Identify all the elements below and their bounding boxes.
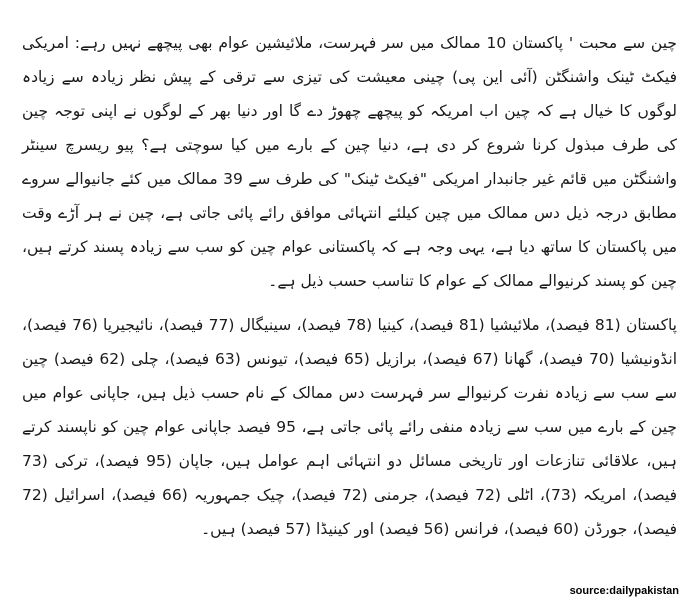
source-credit: source:dailypakistan <box>569 585 679 597</box>
article-paragraph-country-lists: پاکستان (81 فیصد)، ملائیشیا (81 فیصد)، کینیا (78 فیصد)، سینیگال (77 فیصد)، نائیجیریا (76 فیصد)، انڈونیشیا (70 فیصد)، گھانا (67 فیصد)، برازیل (65 فیصد)، تیونس (63 فیصد)، چلی (62 فیصد) چین سے سب سے زیادہ نفرت کرنیوالے سر فہرست دس ممالک کے نام حسب ذیل ہیں، جاپانی عوام میں چین کے بارے میں سب سے زیادہ منفی رائے پائی جاتی ہے، 95 فیصد جاپانی عوام چین کو ناپسند کرتے ہیں، علاقائی تنازعات اور تاریخی مسائل دو انتہائی اہم عوامل ہیں، جاپان (95 فیصد)، ترکی (73 فیصد)، امریکہ (73)، اٹلی (72 فیصد)، جرمنی (72 فیصد)، چیک جمہوریہ (66 فیصد)، اسرائیل (72 فیصد)، جورڈن (60 فیصد)، فرانس (56 فیصد) اور کینیڈا (57 فیصد) ہیں۔ <box>22 316 677 538</box>
article-paragraph-intro: چین سے محبت ' پاکستان 10 ممالک میں سر فہرست، ملائیشین عوام بھی پیچھے نہیں رہے: امریکی فیکٹ ٹینک واشنگٹن (آئی این پی) چینی معیشت کی تیزی سے ترقی کے پیش نظر زیادہ سے زیادہ لوگوں کا خیال ہے کہ چین اب امریکہ کو پیچھے چھوڑ دے گا اور دنیا بھر کے لوگوں نے اپنی توجہ چین کی طرف مبذول کرنا شروع کر دی ہے، دنیا چین کے بارے میں کیا سوچتی ہے؟ پیو ریسرچ سینٹر واشنگٹن میں قائم غیر جانبدار امریکی "فیکٹ ٹینک" کی طرف سے 39 ممالک میں کئے جانیوالے سروے مطابق درجہ ذیل دس ممالک میں چین کیلئے انتہائی موافق رائے پائی جاتی ہے، چین نے ہر آڑے وقت میں پاکستان کا ساتھ دیا ہے، یہی وجہ ہے کہ پاکستانی عوام چین کو سب سے زیادہ پسند کرتے ہیں، چین کو پسند کرنیوالے ممالک کے عوام کا تناسب حسب ذیل ہے۔ <box>22 34 678 290</box>
